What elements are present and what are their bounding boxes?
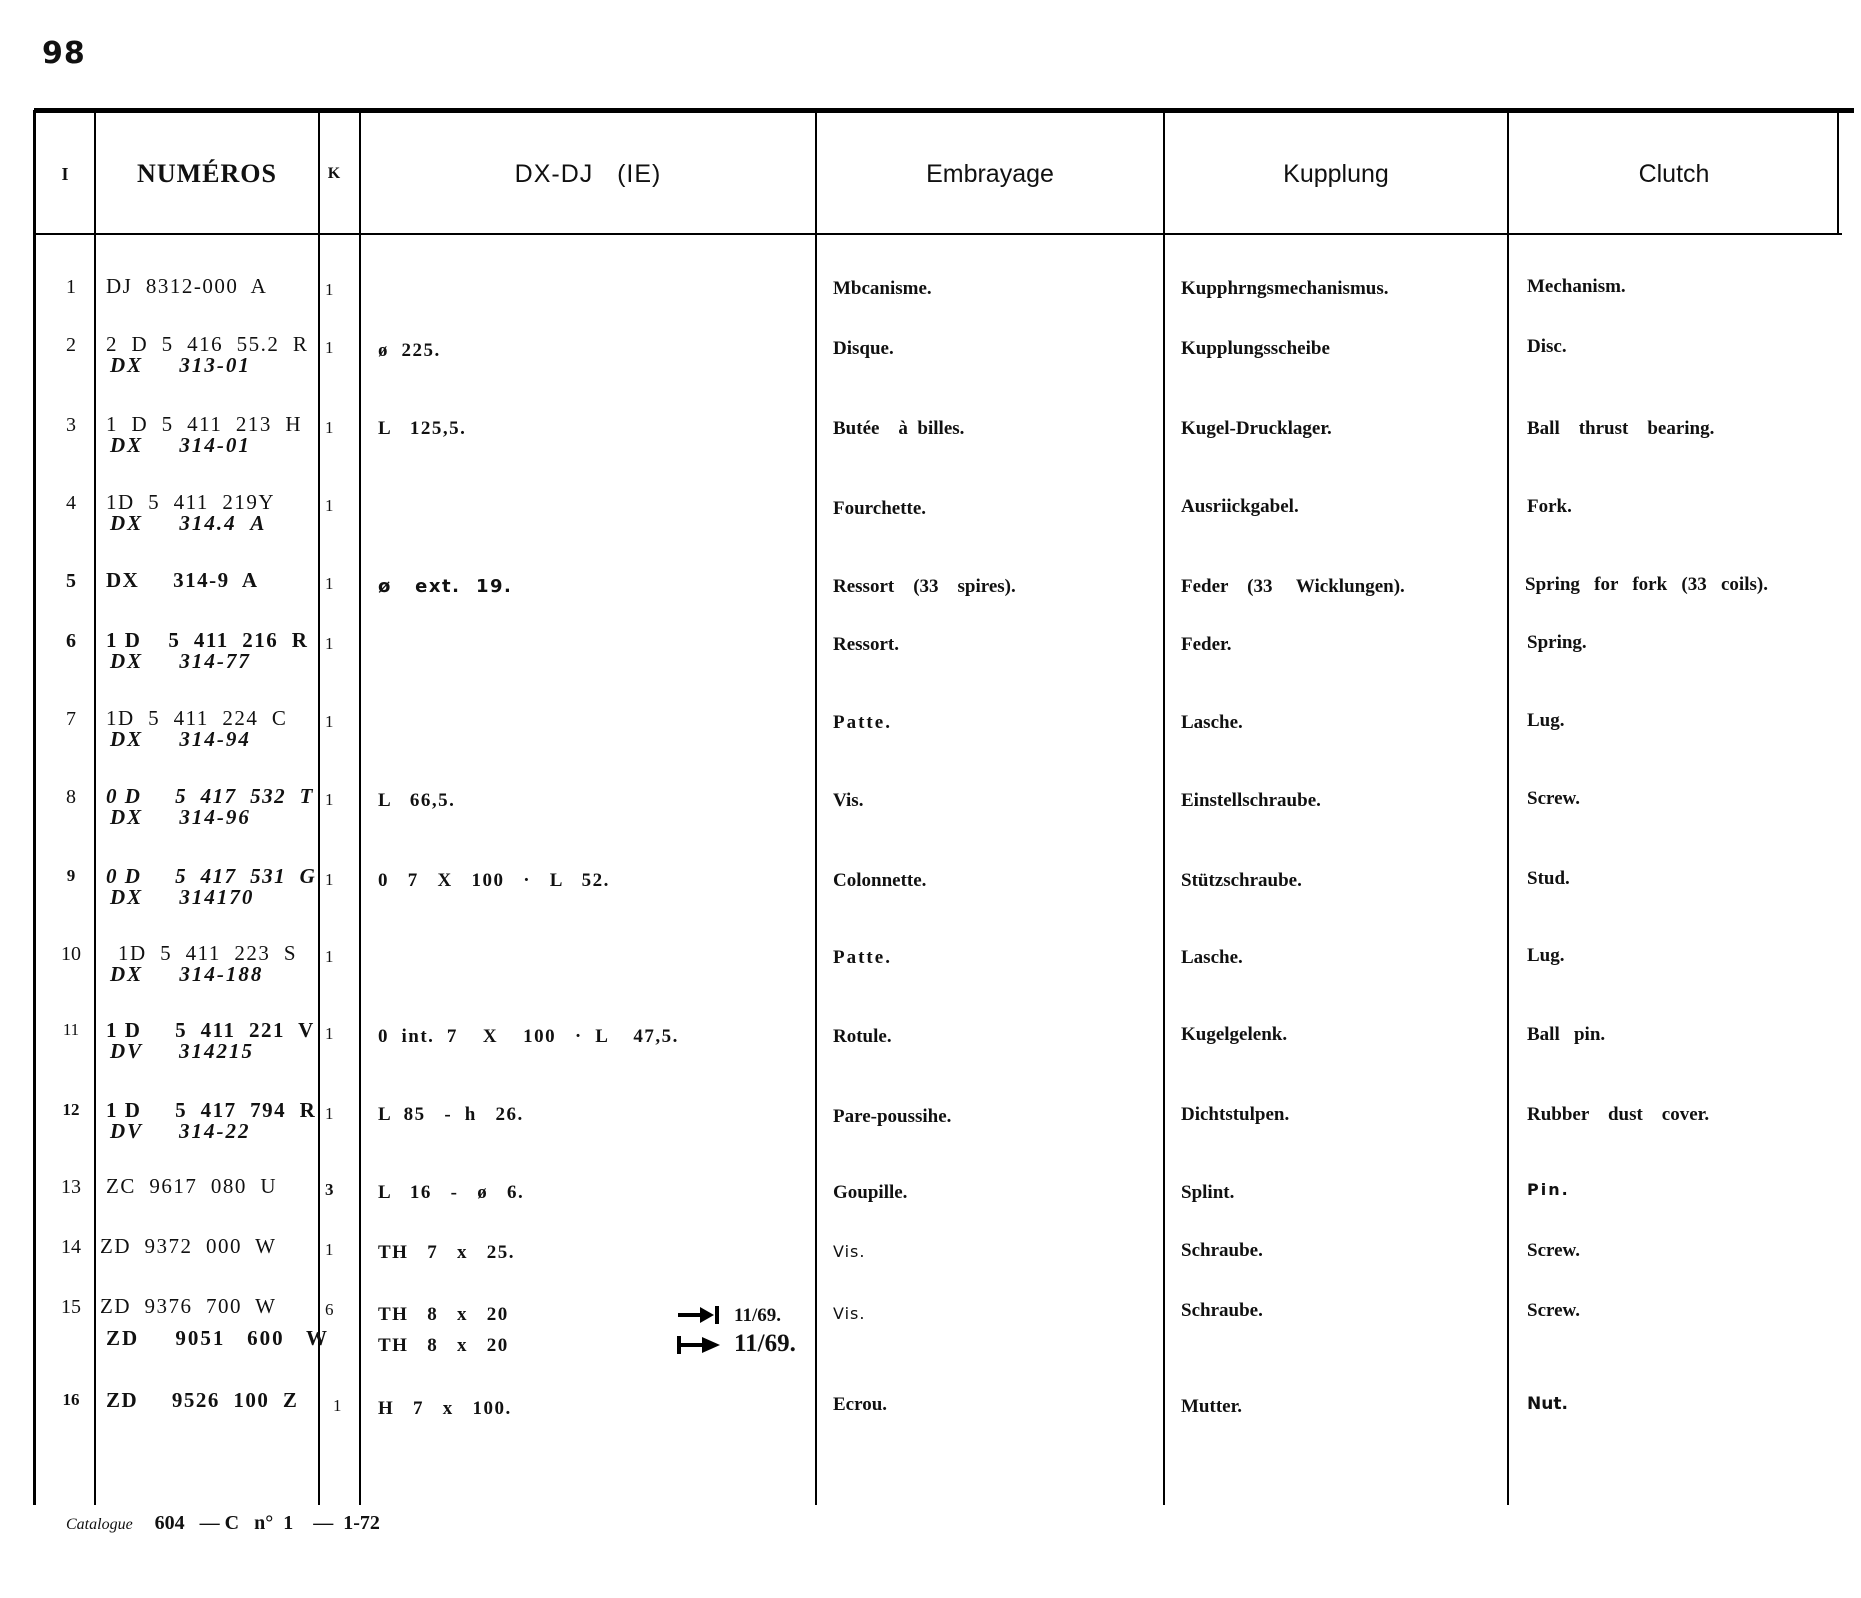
specification: 0 7 X 100 · L 52.	[378, 870, 610, 891]
part-number	[106, 866, 316, 908]
description-en: Screw.	[1527, 1300, 1580, 1321]
description-en: Ball pin.	[1527, 1024, 1606, 1045]
description-en: Ball thrust bearing.	[1527, 418, 1715, 439]
description-de: Kupplungsscheibe	[1181, 338, 1330, 359]
part-number-primary: 0 D 5 417 531 G	[106, 864, 317, 888]
specification: L 16 - ø 6.	[378, 1182, 525, 1203]
row-index: 4	[66, 492, 76, 514]
part-number: ZD 9526 100 Z	[106, 1388, 299, 1412]
part-number-secondary: DX 314-94	[110, 727, 251, 751]
row-index: 16	[62, 1390, 80, 1409]
part-number-primary: 1D 5 411 223 S	[118, 941, 298, 965]
part-number	[106, 1020, 315, 1062]
description-de: Kupphrngsmechanismus.	[1181, 278, 1389, 299]
part-number-primary: 1D 5 411 219Y	[106, 490, 276, 514]
part-number	[106, 630, 308, 672]
part-number: DX 314-9 A	[106, 568, 259, 592]
specification: ø 225.	[378, 340, 441, 361]
specification: L 125,5.	[378, 418, 467, 439]
description-fr: Vis.	[833, 790, 864, 811]
description-de: Ausriickgabel.	[1181, 496, 1299, 517]
description-fr: Butée à billes.	[833, 418, 965, 439]
description-fr: Disque.	[833, 338, 894, 359]
row-index: 15	[61, 1296, 81, 1318]
description-de: Lasche.	[1181, 712, 1243, 733]
description-en: Pin.	[1527, 1180, 1570, 1199]
part-number	[106, 786, 314, 828]
part-number-primary: 1 D 5 411 221 V	[106, 1018, 315, 1042]
specification: TH 8 x 20	[378, 1304, 509, 1325]
description-en: Screw.	[1527, 788, 1580, 809]
description-fr: Vis.	[833, 1242, 866, 1261]
catalogue-reference: 604 — C n° 1 — 1-72	[154, 1512, 380, 1534]
part-number-secondary: DX 314-188	[110, 962, 264, 986]
specification: L 66,5.	[378, 790, 456, 811]
part-number-secondary: DX 314.4 A	[110, 511, 267, 535]
part-number-secondary: DX 314170	[110, 885, 255, 909]
description-en: Mechanism.	[1527, 276, 1626, 297]
part-number-primary: 1 D 5 417 794 R	[106, 1098, 317, 1122]
page-number: 98	[42, 36, 86, 71]
quantity: 6	[325, 1300, 334, 1319]
row-index: 1	[66, 276, 76, 298]
quantity: 3	[325, 1180, 334, 1199]
quantity: 1	[325, 1024, 334, 1043]
quantity: 1	[325, 338, 334, 357]
description-en: Disc.	[1527, 336, 1567, 357]
description-fr: Ecrou.	[833, 1394, 888, 1415]
description-de: Kugelgelenk.	[1181, 1024, 1288, 1045]
specification-alt: TH 8 x 20	[378, 1335, 509, 1356]
description-de: Einstellschraube.	[1181, 790, 1321, 811]
quantity: 1	[325, 712, 334, 731]
quantity: 1	[325, 574, 334, 593]
description-de: Splint.	[1181, 1182, 1235, 1203]
part-number	[100, 1296, 329, 1349]
part-number-secondary: DX 314-01	[110, 433, 251, 457]
part-number: ZC 9617 080 U	[106, 1174, 277, 1198]
description-en: Lug.	[1527, 710, 1565, 731]
specification: L 85 - h 26.	[378, 1104, 524, 1125]
description-de: Schraube.	[1181, 1240, 1263, 1261]
quantity: 1	[325, 947, 334, 966]
col-rule-4	[359, 110, 361, 1505]
description-fr: Colonnette.	[833, 870, 927, 891]
description-de: Feder (33 Wicklungen).	[1181, 576, 1405, 597]
row-index: 14	[61, 1236, 81, 1258]
description-fr: Pare-poussihe.	[833, 1106, 952, 1127]
part-number-primary: ZD 9376 700 W	[100, 1294, 277, 1318]
row-index: 6	[66, 630, 76, 652]
part-number: ZD 9372 000 W	[100, 1234, 277, 1258]
specification: H 7 x 100.	[378, 1398, 512, 1419]
until-date: 11/69.	[734, 1305, 781, 1326]
quantity: 1	[333, 1396, 342, 1415]
part-number-secondary: DX 314-77	[110, 649, 251, 673]
header-numbers: NUMÉROS	[137, 159, 277, 188]
description-fr: Mbcanisme.	[833, 278, 932, 299]
row-index: 11	[62, 1020, 80, 1039]
part-number: DJ 8312-000 A	[106, 274, 268, 298]
until-arrow-icon	[676, 1304, 722, 1326]
part-number	[106, 1100, 316, 1142]
quantity: 1	[325, 634, 334, 653]
quantity: 1	[325, 1104, 334, 1123]
description-fr: Fourchette.	[833, 498, 927, 519]
part-number	[106, 708, 287, 750]
description-fr: Goupille.	[833, 1182, 908, 1203]
quantity: 1	[325, 418, 334, 437]
description-en: Screw.	[1527, 1240, 1580, 1261]
row-index: 9	[66, 866, 76, 885]
row-index: 7	[66, 708, 76, 730]
part-number	[106, 492, 275, 534]
part-number	[106, 943, 297, 985]
description-fr: Patte.	[833, 712, 892, 733]
description-en: Nut.	[1527, 1394, 1568, 1414]
part-number-primary: 1 D 5 411 216 R	[106, 628, 309, 652]
description-fr: Vis.	[833, 1304, 866, 1323]
description-en: Spring.	[1527, 632, 1587, 653]
row-index: 5	[66, 570, 76, 592]
part-number-secondary: DX 314-96	[110, 805, 251, 829]
part-number-primary: 2 D 5 416 55.2 R	[106, 332, 309, 356]
part-number-secondary: DX 313-01	[110, 353, 251, 377]
quantity: 1	[325, 1240, 334, 1259]
part-number-secondary: DV 314-22	[110, 1119, 251, 1143]
description-de: Lasche.	[1181, 947, 1243, 968]
specification: ø ext. 19.	[378, 576, 513, 597]
specification: 0 int. 7 X 100 · L 47,5.	[378, 1026, 679, 1047]
description-de: Mutter.	[1181, 1396, 1243, 1417]
description-en: Rubber dust cover.	[1527, 1104, 1710, 1125]
header-index: I	[61, 163, 69, 184]
part-number-secondary: DV 314215	[110, 1039, 255, 1063]
quantity: 1	[325, 870, 334, 889]
description-de: Feder.	[1181, 634, 1232, 655]
catalogue-footer	[66, 1512, 380, 1535]
part-number-primary: 1D 5 411 224 C	[106, 706, 288, 730]
from-date: 11/69.	[734, 1330, 796, 1357]
quantity: 1	[325, 790, 334, 809]
row-index: 13	[61, 1176, 81, 1198]
header-german: Kupplung	[1283, 159, 1389, 188]
description-de: Kugel-Drucklager.	[1181, 418, 1332, 439]
catalogue-label: Catalogue	[66, 1516, 133, 1533]
col-rule-1	[33, 110, 36, 1505]
part-number	[106, 334, 308, 376]
part-number-secondary: ZD 9051 600 W	[106, 1326, 330, 1350]
description-fr: Ressort.	[833, 634, 899, 655]
part-number-primary: 1 D 5 411 213 H	[106, 412, 303, 436]
row-index: 2	[66, 334, 76, 356]
col-rule-5	[815, 110, 817, 1505]
description-fr: Patte.	[833, 947, 892, 968]
description-de: Dichtstulpen.	[1181, 1104, 1290, 1125]
header-qty: K	[327, 165, 341, 182]
col-rule-7	[1507, 110, 1509, 1505]
description-en: Fork.	[1527, 496, 1572, 517]
quantity: 1	[325, 496, 334, 515]
part-number-primary: 0 D 5 417 532 T	[106, 784, 314, 808]
description-de: Schraube.	[1181, 1300, 1263, 1321]
specification: TH 7 x 25.	[378, 1242, 515, 1263]
row-index: 10	[61, 943, 81, 965]
header-model: DX-DJ (IE)	[514, 159, 662, 188]
description-en: Lug.	[1527, 945, 1565, 966]
part-number	[106, 414, 302, 456]
quantity: 1	[325, 280, 334, 299]
description-fr: Ressort (33 spires).	[833, 576, 1016, 597]
header-english: Clutch	[1638, 159, 1710, 188]
row-index: 12	[62, 1100, 80, 1119]
row-index: 8	[66, 786, 76, 808]
description-en: Stud.	[1527, 868, 1570, 889]
description-de: Stützschraube.	[1181, 870, 1302, 891]
from-arrow-icon	[676, 1334, 722, 1356]
col-rule-6	[1163, 110, 1165, 1505]
description-en: Spring for fork (33 coils).	[1525, 574, 1768, 595]
description-fr: Rotule.	[833, 1026, 892, 1047]
row-index: 3	[66, 414, 76, 436]
header-french: Embrayage	[926, 159, 1054, 188]
